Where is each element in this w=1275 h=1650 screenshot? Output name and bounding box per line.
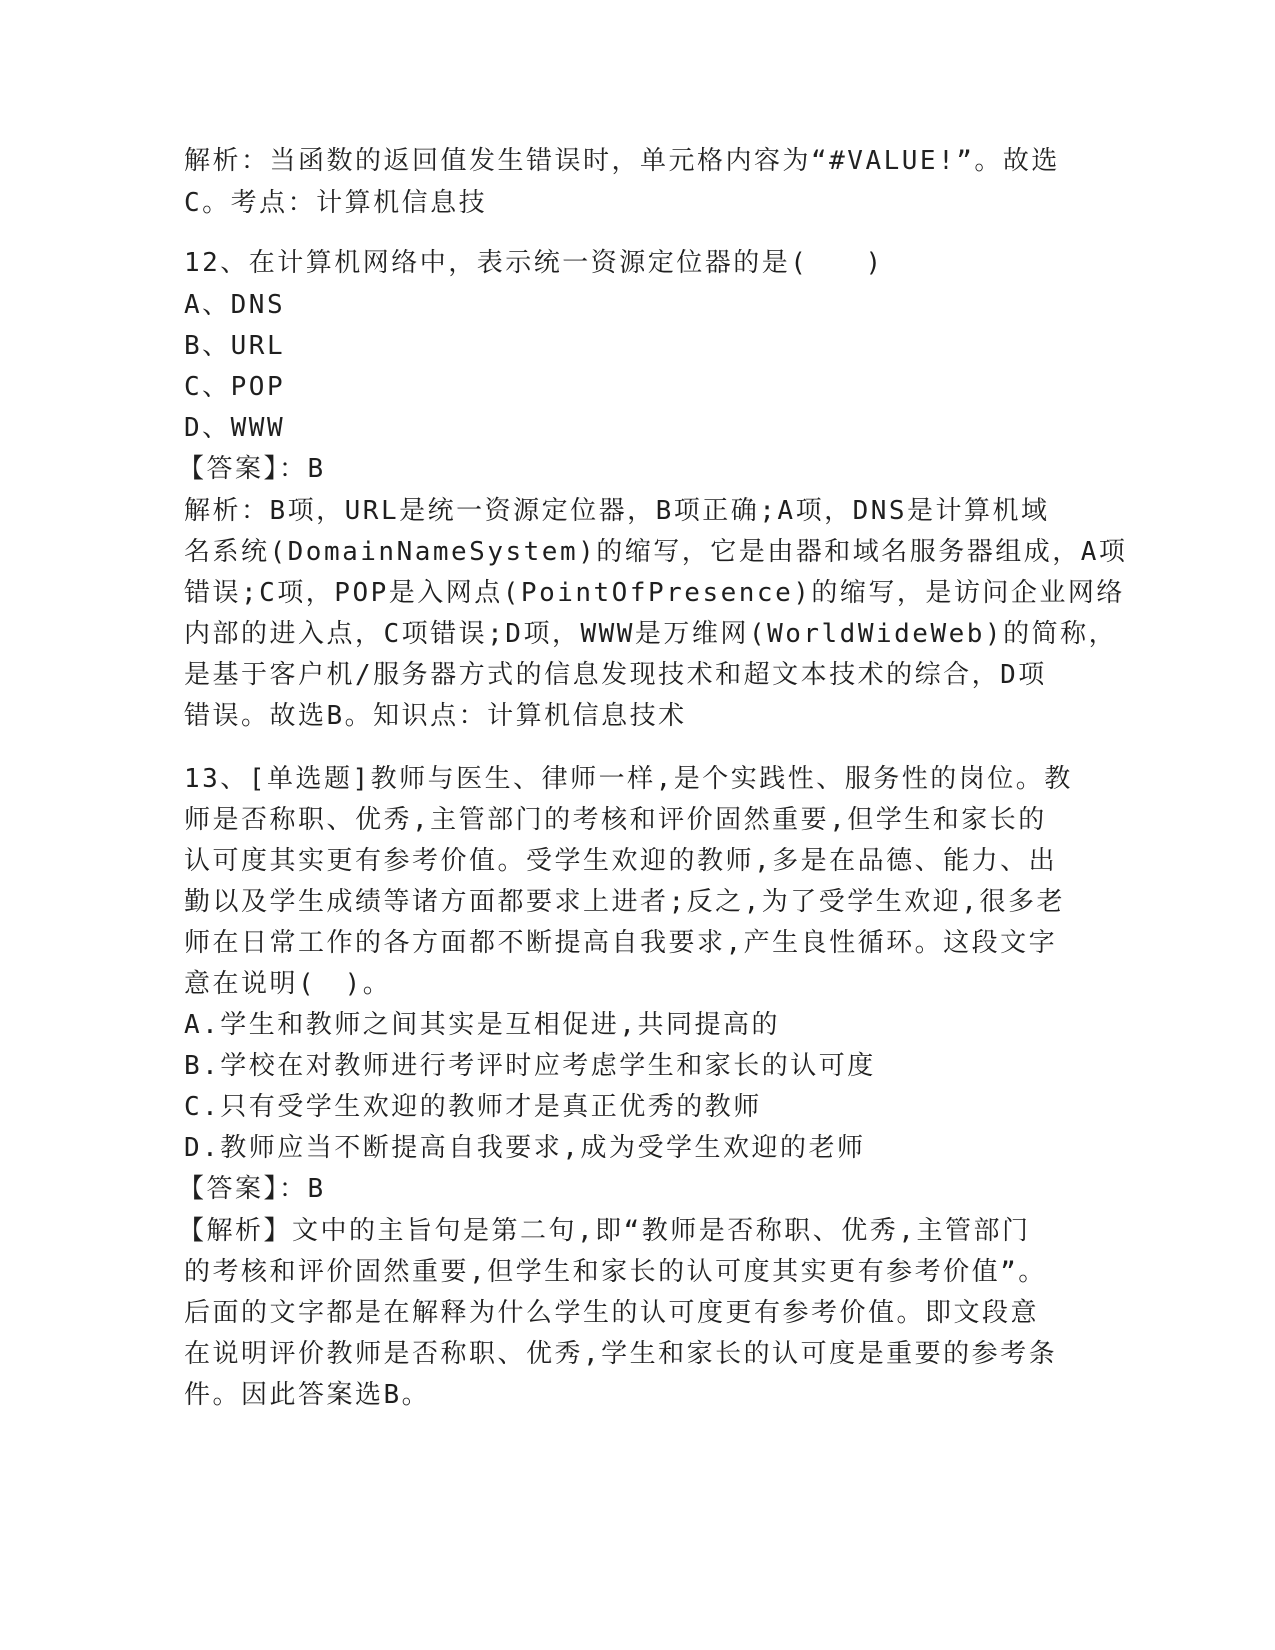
analysis-line: C。考点：计算机信息技: [184, 188, 488, 218]
option-b: B、URL: [184, 331, 286, 361]
option-c: C、POP: [184, 372, 286, 402]
analysis-line: 内部的进入点，C项错误;D项，WWW是万维网(WorldWideWeb)的简称，: [184, 619, 1118, 649]
question-text: 师在日常工作的各方面都不断提高自我要求,产生良性循环。这段文字: [184, 928, 1058, 958]
analysis-line: 【解析】文中的主旨句是第二句,即“教师是否称职、优秀,主管部门: [178, 1216, 1031, 1246]
analysis-line: 解析：B项，URL是统一资源定位器，B项正确;A项，DNS是计算机域: [184, 496, 1050, 526]
analysis-line: 名系统(DomainNameSystem)的缩写，它是由器和域名服务器组成，A项: [184, 537, 1128, 567]
question-text: 认可度其实更有参考价值。受学生欢迎的教师,多是在品德、能力、出: [184, 846, 1058, 876]
option-d: D、WWW: [184, 413, 286, 443]
question-text: 12、在计算机网络中，表示统一资源定位器的是( ): [184, 248, 884, 278]
analysis-line: 是基于客户机/服务器方式的信息发现技术和超文本技术的综合，D项: [184, 660, 1047, 690]
option-a: A.学生和教师之间其实是互相促进,共同提高的: [184, 1010, 780, 1040]
analysis-line: 错误。故选B。知识点：计算机信息技术: [184, 701, 687, 731]
option-d: D.教师应当不断提高自我要求,成为受学生欢迎的老师: [184, 1133, 866, 1163]
question-text: 13、[单选题]教师与医生、律师一样,是个实践性、服务性的岗位。教: [184, 764, 1073, 794]
analysis-line: 的考核和评价固然重要,但学生和家长的认可度其实更有参考价值”。: [184, 1257, 1047, 1287]
analysis-line: 解析：当函数的返回值发生错误时，单元格内容为“#VALUE!”。故选: [184, 146, 1060, 176]
question-text: 意在说明( )。: [184, 969, 392, 999]
answer: 【答案】：B: [178, 454, 326, 484]
analysis-line: 错误;C项，POP是入网点(PointOfPresence)的缩写，是访问企业网络: [184, 578, 1125, 608]
option-c: C.只有受学生欢迎的教师才是真正优秀的教师: [184, 1092, 762, 1122]
analysis-line: 件。因此答案选B。: [184, 1380, 431, 1410]
question-text: 勤以及学生成绩等诸方面都要求上进者;反之,为了受学生欢迎,很多老: [184, 887, 1065, 917]
option-a: A、DNS: [184, 290, 286, 320]
answer: 【答案】：B: [178, 1174, 326, 1204]
option-b: B.学校在对教师进行考评时应考虑学生和家长的认可度: [184, 1051, 876, 1081]
analysis-line: 在说明评价教师是否称职、优秀,学生和家长的认可度是重要的参考条: [184, 1339, 1058, 1369]
analysis-line: 后面的文字都是在解释为什么学生的认可度更有参考价值。即文段意: [184, 1298, 1040, 1328]
question-text: 师是否称职、优秀,主管部门的考核和评价固然重要,但学生和家长的: [184, 805, 1047, 835]
